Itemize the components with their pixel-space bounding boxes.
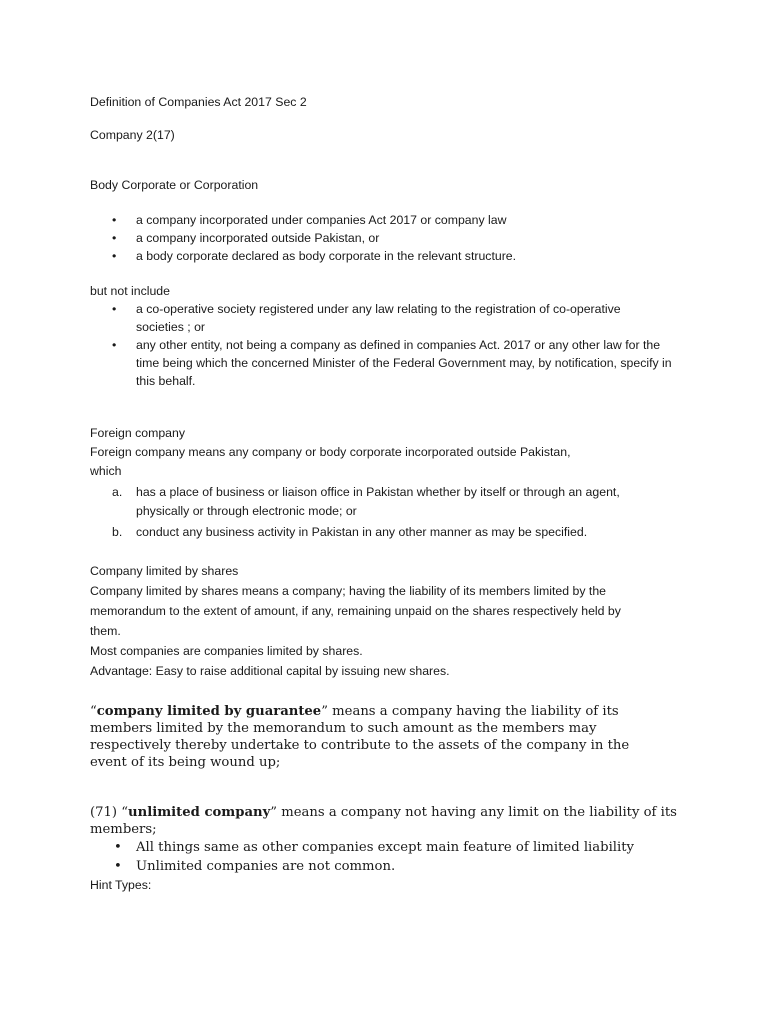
guarantee-term: company limited by guarantee bbox=[96, 704, 322, 719]
bullet-icon: • bbox=[112, 213, 117, 227]
foreign-company-title: Foreign company bbox=[90, 426, 186, 440]
list-item: • a company incorporated outside Pakistan, or bbox=[112, 231, 380, 245]
bullet-icon: • bbox=[112, 231, 117, 245]
foreign-company-which: which bbox=[90, 464, 122, 478]
list-marker: a. bbox=[112, 485, 123, 499]
not-include-title: but not include bbox=[90, 284, 170, 298]
list-item: • Unlimited companies are not common. bbox=[114, 859, 396, 874]
body-corporate-list bbox=[90, 211, 690, 265]
bullet-icon: • bbox=[114, 840, 122, 855]
company-section-reference: Company 2(17) bbox=[90, 128, 175, 142]
list-item: • any other entity, not being a company as defined in companies Act. 2017 or any other law for the time being which the concerned Minister of the Federal Government may, by notification, specify in this behalf. bbox=[112, 338, 672, 388]
hint-types: Hint Types: bbox=[90, 878, 152, 892]
bullet-icon: • bbox=[112, 302, 117, 316]
unlimited-term: unlimited company bbox=[128, 805, 271, 820]
list-item: • a company incorporated under companies Act 2017 or company law bbox=[112, 213, 507, 227]
list-item: • All things same as other companies except main feature of limited liability bbox=[114, 840, 634, 855]
shares-note-advantage: Advantage: Easy to raise additional capital by issuing new shares. bbox=[90, 664, 450, 678]
bullet-icon: • bbox=[112, 249, 117, 263]
bullet-icon: • bbox=[112, 338, 117, 352]
not-include-list bbox=[90, 300, 690, 390]
shares-note-most: Most companies are companies limited by shares. bbox=[90, 644, 363, 658]
unlimited-list bbox=[90, 838, 690, 876]
shares-title: Company limited by shares bbox=[90, 564, 239, 578]
foreign-company-definition: Foreign company means any company or body corporate incorporated outside Pakistan, bbox=[90, 445, 571, 459]
body-corporate-title: Body Corporate or Corporation bbox=[90, 178, 259, 192]
list-item: • a body corporate declared as body corporate in the relevant structure. bbox=[112, 249, 517, 263]
guarantee-definition: “company limited by guarantee” means a company having the liability of its members limited by the memorandum to such amount as the members may respectively thereby undertake to contribute to the assets of the company in the event of its being wound up; bbox=[90, 704, 630, 770]
list-item: a. has a place of business or liaison office in Pakistan whether by itself or through an agent, physically or through electronic mode; or bbox=[112, 485, 620, 518]
foreign-company-conditions bbox=[90, 483, 690, 542]
shares-definition: Company limited by shares means a company; having the liability of its members limited by the memorandum to the extent of amount, if any, remaining unpaid on the shares respectively held by them. bbox=[90, 584, 621, 638]
list-item: • a co-operative society registered under any law relating to the registration of co-operative societies ; or bbox=[112, 302, 621, 334]
document-heading: Definition of Companies Act 2017 Sec 2 bbox=[90, 95, 307, 109]
list-item: b. conduct any business activity in Pakistan in any other manner as may be specified. bbox=[90, 523, 696, 542]
list-marker: b. bbox=[112, 525, 123, 539]
bullet-icon: • bbox=[114, 859, 122, 874]
unlimited-definition: (71) “unlimited company” means a company not having any limit on the liability of its members; bbox=[90, 805, 677, 837]
